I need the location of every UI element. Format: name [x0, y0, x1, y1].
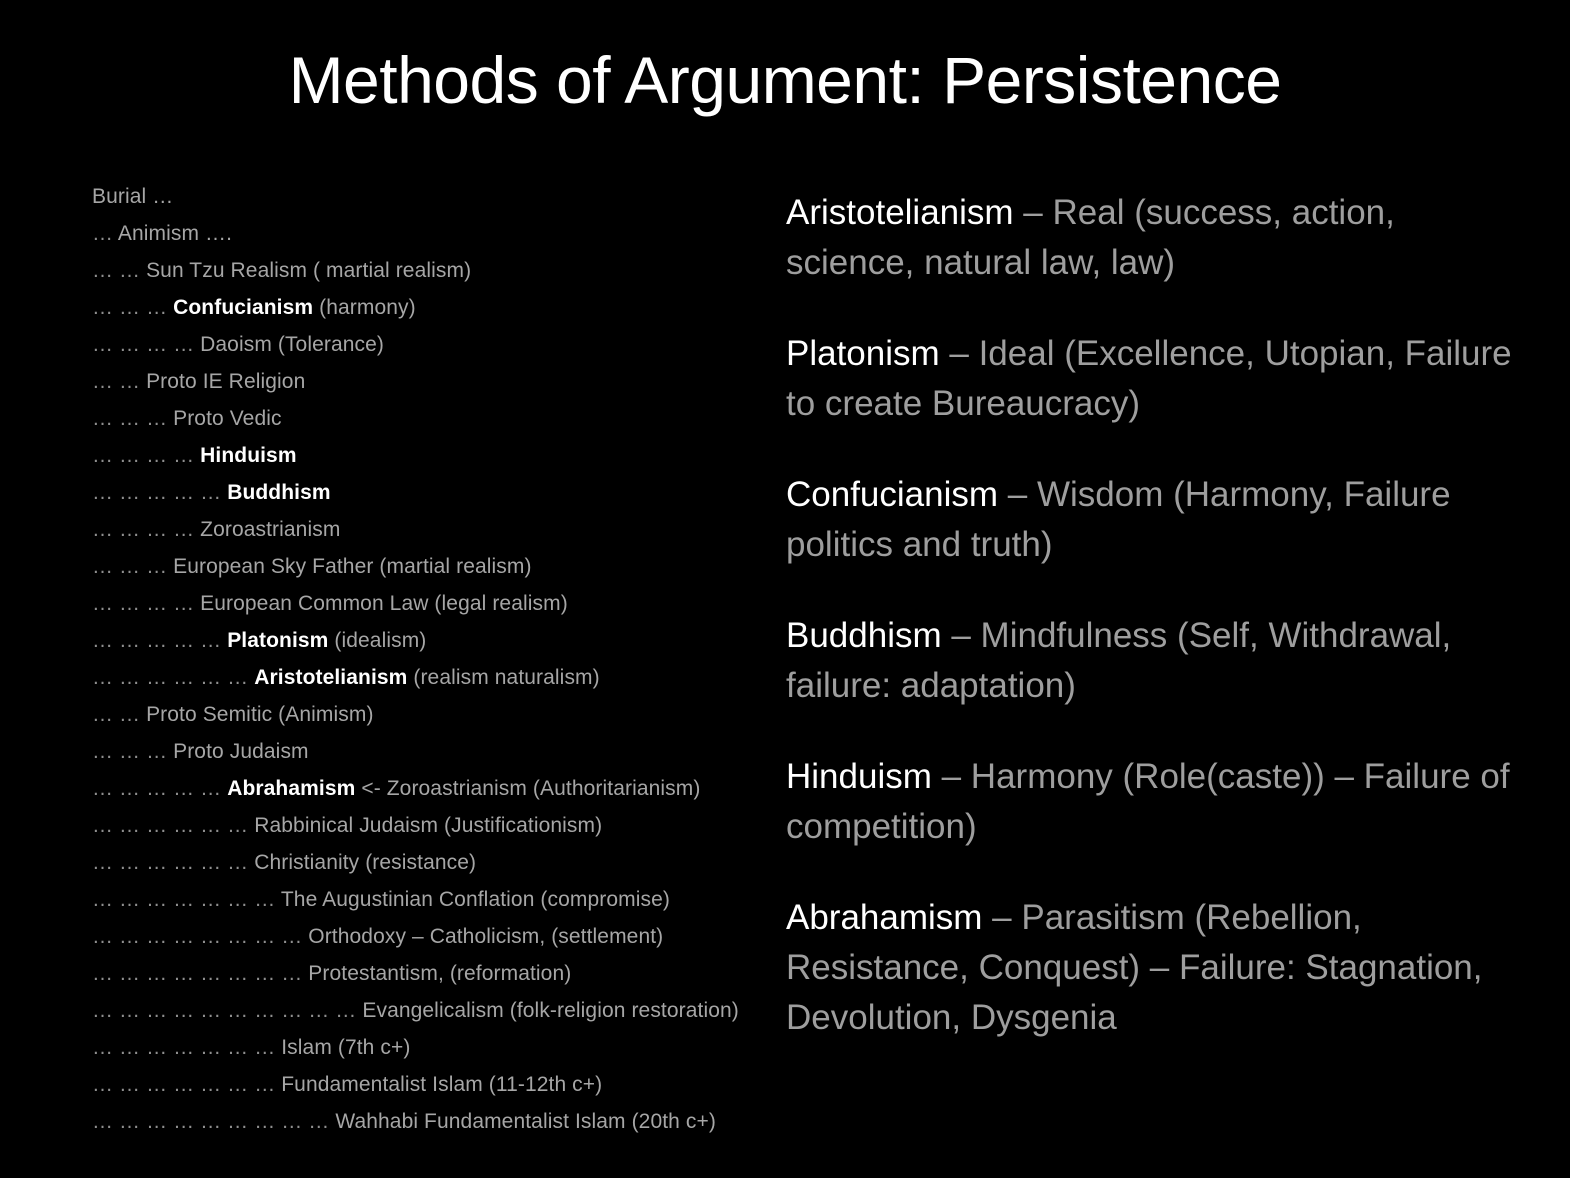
lineage-key-term: Hinduism	[200, 444, 297, 467]
principle-item	[786, 611, 1526, 711]
lineage-indent: … … … …	[92, 518, 201, 541]
lineage-indent: … … … … …	[92, 629, 228, 652]
lineage-item	[92, 400, 782, 437]
lineage-item	[92, 252, 782, 289]
lineage-indent: … … … …	[92, 444, 201, 467]
lineage-item	[92, 511, 782, 548]
lineage-item	[92, 437, 782, 474]
lineage-text: (harmony)	[313, 296, 416, 319]
lineage-item	[92, 622, 782, 659]
lineage-list	[92, 178, 782, 1140]
lineage-key-term: Buddhism	[227, 481, 331, 504]
lineage-text: Zoroastrianism	[200, 518, 341, 541]
principle-description: – Real (success, action, science, natural law, law)	[786, 193, 1395, 282]
principle-name: Platonism	[786, 334, 940, 373]
lineage-text: (idealism)	[328, 629, 427, 652]
lineage-item	[92, 1103, 782, 1140]
lineage-text: Proto IE Religion	[146, 370, 306, 393]
lineage-item	[92, 733, 782, 770]
lineage-indent: … …	[92, 370, 147, 393]
lineage-text: Animism ….	[117, 222, 233, 245]
lineage-item	[92, 770, 782, 807]
principle-description: – Wisdom (Harmony, Failure politics and truth)	[786, 475, 1451, 564]
lineage-indent: … … … …	[92, 592, 201, 615]
lineage-key-term: Confucianism	[173, 296, 314, 319]
principle-description: – Mindfulness (Self, Withdrawal, failure: adaptation)	[786, 616, 1452, 705]
principle-item	[786, 329, 1526, 429]
lineage-indent: … … … … …	[92, 777, 228, 800]
lineage-key-term: Aristotelianism	[254, 666, 408, 689]
lineage-item	[92, 1029, 782, 1066]
lineage-indent: … … … … … …	[92, 814, 255, 837]
lineage-text: European Common Law (legal realism)	[200, 592, 568, 615]
principle-name: Hinduism	[786, 757, 932, 796]
lineage-item	[92, 918, 782, 955]
lineage-item	[92, 585, 782, 622]
lineage-item	[92, 955, 782, 992]
lineage-indent: … … …	[92, 555, 174, 578]
principle-item	[786, 752, 1526, 852]
lineage-item	[92, 659, 782, 696]
lineage-indent: … … …	[92, 296, 174, 319]
lineage-text: Christianity (resistance)	[254, 851, 477, 874]
lineage-indent: … … … … … … …	[92, 888, 281, 911]
lineage-indent: …	[92, 222, 118, 245]
lineage-indent: … … … …	[92, 333, 201, 356]
lineage-text: European Sky Father (martial realism)	[173, 555, 532, 578]
lineage-key-term: Abrahamism	[227, 777, 356, 800]
principle-description: – Harmony (Role(caste)) – Failure of competition)	[786, 757, 1510, 846]
lineage-item	[92, 881, 782, 918]
lineage-indent: … … … … … … …	[92, 1036, 282, 1059]
lineage-item	[92, 215, 782, 252]
lineage-text: Orthodoxy – Catholicism, (settlement)	[308, 925, 664, 948]
lineage-indent: … … … … … … … … …	[92, 1110, 336, 1133]
lineage-text: Daoism (Tolerance)	[200, 333, 384, 356]
principle-description: – Ideal (Excellence, Utopian, Failure to create Bureaucracy)	[786, 334, 1512, 423]
lineage-item	[92, 844, 782, 881]
lineage-indent: … … … … … … … … … …	[92, 999, 363, 1022]
lineage-item	[92, 807, 782, 844]
lineage-indent: … … … … … … … …	[92, 925, 309, 948]
lineage-item	[92, 992, 782, 1029]
lineage-text: <- Zoroastrianism (Authoritarianism)	[355, 777, 701, 800]
lineage-indent: … … … … … …	[92, 666, 255, 689]
lineage-item	[92, 1066, 782, 1103]
principle-item	[786, 893, 1526, 1043]
lineage-indent: … … … … … … …	[92, 1073, 282, 1096]
lineage-indent: … …	[92, 259, 147, 282]
lineage-text: Wahhabi Fundamentalist Islam (20th c+)	[335, 1110, 716, 1133]
lineage-text: Fundamentalist Islam (11-12th c+)	[281, 1073, 603, 1096]
lineage-item	[92, 178, 782, 215]
principle-name: Buddhism	[786, 616, 942, 655]
lineage-indent: … …	[92, 703, 147, 726]
lineage-text: Protestantism, (reformation)	[308, 962, 572, 985]
lineage-item	[92, 363, 782, 400]
lineage-text: Proto Semitic (Animism)	[146, 703, 374, 726]
principle-name: Aristotelianism	[786, 193, 1014, 232]
lineage-indent: … … …	[92, 740, 174, 763]
lineage-indent: … … …	[92, 407, 174, 430]
lineage-item	[92, 289, 782, 326]
lineage-text: (realism naturalism)	[407, 666, 600, 689]
lineage-item	[92, 326, 782, 363]
lineage-text: The Augustinian Conflation (compromise)	[280, 888, 670, 911]
lineage-indent: … … … … … …	[92, 851, 255, 874]
lineage-text: Sun Tzu Realism ( martial realism)	[146, 259, 472, 282]
page-title: Methods of Argument: Persistence	[288, 43, 1282, 117]
lineage-text: Rabbinical Judaism (Justificationism)	[254, 814, 603, 837]
principle-item	[786, 470, 1526, 570]
lineage-text: Islam (7th c+)	[281, 1036, 411, 1059]
principle-name: Abrahamism	[786, 898, 983, 937]
lineage-text: Evangelicalism (folk-religion restoration)	[362, 999, 739, 1022]
lineage-text: Burial …	[92, 185, 174, 208]
principle-name: Confucianism	[786, 475, 999, 514]
lineage-key-term: Platonism	[227, 629, 329, 652]
lineage-indent: … … … … … … … …	[92, 962, 309, 985]
lineage-item	[92, 474, 782, 511]
principles-list	[786, 188, 1526, 1043]
lineage-indent: … … … … …	[92, 481, 228, 504]
lineage-item	[92, 696, 782, 733]
lineage-item	[92, 548, 782, 585]
lineage-text: Proto Vedic	[173, 407, 282, 430]
principle-description: – Parasitism (Rebellion, Resistance, Conquest) – Failure: Stagnation, Devolution, Dysgenia	[786, 898, 1483, 1037]
principle-item	[786, 188, 1526, 288]
lineage-text: Proto Judaism	[173, 740, 309, 763]
